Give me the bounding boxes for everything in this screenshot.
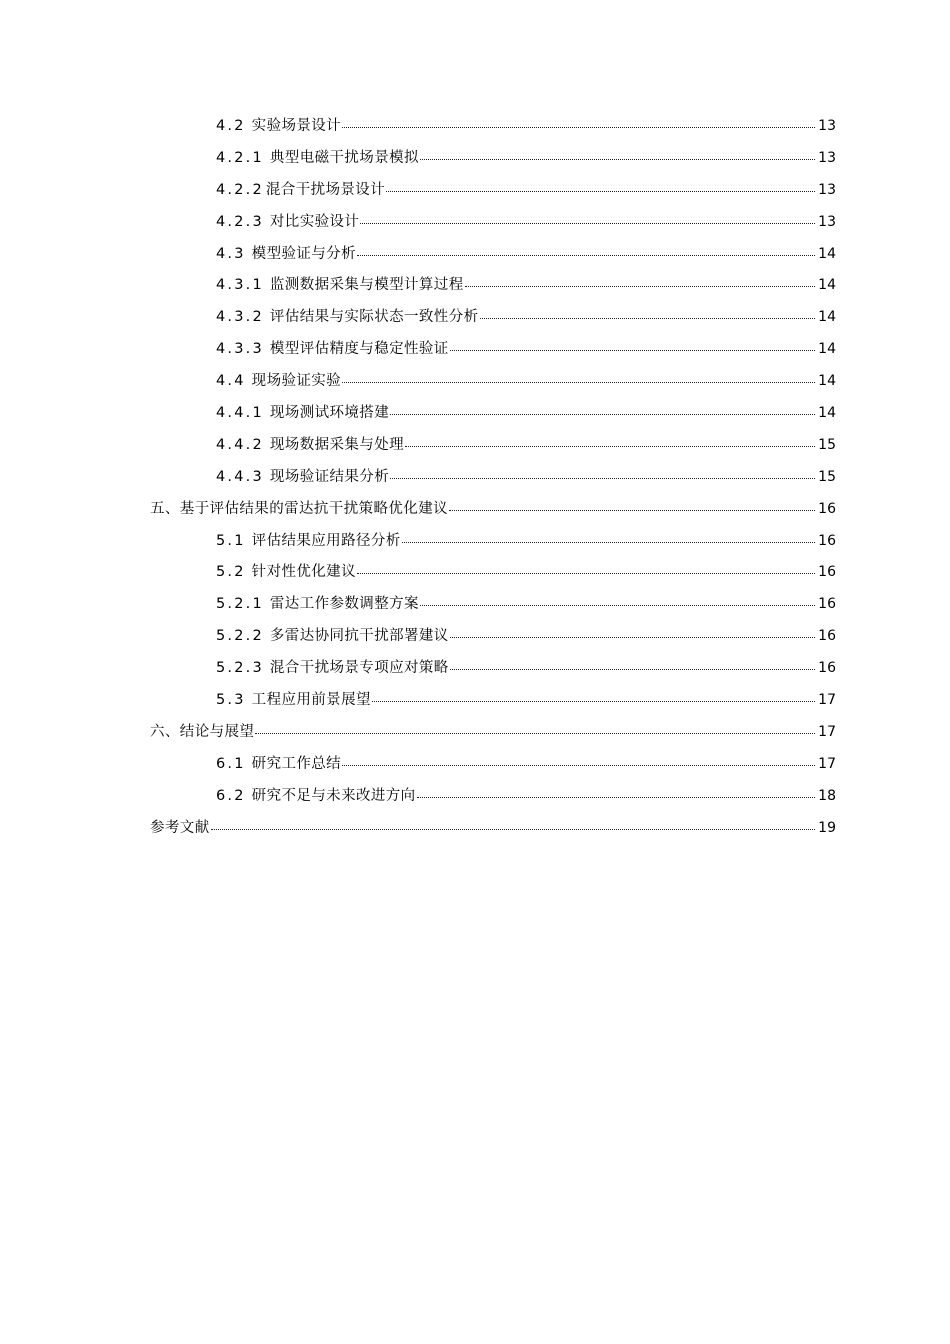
dot-leader xyxy=(390,402,815,417)
toc-entry-page: 13 xyxy=(818,181,836,198)
toc-entry[interactable] xyxy=(150,143,836,175)
toc-entry[interactable] xyxy=(150,239,836,271)
toc-entry-page: 18 xyxy=(818,787,836,804)
toc-entry-page: 19 xyxy=(818,819,836,836)
toc-entry-page: 13 xyxy=(818,118,836,134)
toc-entry-page: 14 xyxy=(818,245,836,262)
dot-leader xyxy=(450,338,815,353)
toc-entry-title: 现场验证实验 xyxy=(251,373,342,390)
toc-entry-page: 14 xyxy=(818,309,836,326)
toc-entry-number: 4.3.3 xyxy=(216,341,264,358)
toc-entry[interactable] xyxy=(150,589,836,621)
dot-leader xyxy=(211,816,816,831)
toc-entry-title: 监测数据采集与模型计算过程 xyxy=(269,277,464,294)
toc-entry-page: 16 xyxy=(818,500,836,517)
toc-entry-title: 混合干扰场景设计 xyxy=(265,181,386,198)
dot-leader xyxy=(342,115,815,130)
toc-entry-page: 13 xyxy=(818,149,836,166)
toc-entry-number: 4.2.1 xyxy=(216,149,264,166)
dot-leader xyxy=(342,370,815,385)
toc-entry-number: 6.1 xyxy=(216,755,246,772)
toc-entry-page: 13 xyxy=(818,213,836,230)
toc-entry-number: 4.4.2 xyxy=(216,436,264,453)
toc-entry-number: 5.2.1 xyxy=(216,596,264,613)
toc-entry-title: 研究不足与未来改进方向 xyxy=(251,787,416,804)
toc-entry-number: 4.4.3 xyxy=(216,468,264,485)
toc-entry-page: 15 xyxy=(818,468,836,485)
dot-leader xyxy=(417,784,816,799)
toc-entry-title: 针对性优化建议 xyxy=(251,564,356,581)
toc-entry-page: 14 xyxy=(818,405,836,422)
toc-entry-number: 4.4 xyxy=(216,373,246,390)
toc-entry-title: 雷达工作参数调整方案 xyxy=(269,596,419,613)
toc-entry-title: 现场数据采集与处理 xyxy=(269,436,405,453)
toc-entry-title: 现场验证结果分析 xyxy=(269,468,390,485)
toc-entry-page: 14 xyxy=(818,373,836,390)
toc-entry-title: 对比实验设计 xyxy=(269,213,360,230)
toc-entry-page: 17 xyxy=(818,755,836,772)
toc-entry-page: 16 xyxy=(818,660,836,677)
toc-entry-number: 4.3 xyxy=(216,245,246,262)
toc-entry-number: 5.3 xyxy=(216,692,246,709)
toc-entry-title: 模型评估精度与稳定性验证 xyxy=(269,341,449,358)
dot-leader xyxy=(357,242,815,257)
toc-entry-title: 多雷达协同抗干扰部署建议 xyxy=(269,628,449,645)
toc-entry[interactable] xyxy=(150,557,836,589)
dot-leader xyxy=(450,625,815,640)
toc-entry-number: 5.1 xyxy=(216,532,246,549)
toc-entry[interactable] xyxy=(150,462,836,494)
dot-leader xyxy=(390,465,815,480)
toc-entry[interactable] xyxy=(150,749,836,781)
dot-leader xyxy=(386,178,815,193)
dot-leader xyxy=(357,561,815,576)
toc-entry-title: 五、基于评估结果的雷达抗干扰策略优化建议 xyxy=(150,500,448,517)
toc-entry-title: 工程应用前景展望 xyxy=(251,692,371,709)
toc-chapter-entry[interactable] xyxy=(150,813,836,845)
toc-entry-title: 研究工作总结 xyxy=(251,755,342,772)
toc-entry[interactable] xyxy=(150,302,836,334)
dot-leader xyxy=(255,720,815,735)
dot-leader xyxy=(360,210,815,225)
dot-leader xyxy=(342,752,815,767)
toc-entry-number: 4.3.2 xyxy=(216,309,264,326)
toc-entry-title: 典型电磁干扰场景模拟 xyxy=(269,149,419,166)
toc-entry[interactable] xyxy=(150,526,836,558)
toc-entry[interactable] xyxy=(150,270,836,302)
toc-entry[interactable] xyxy=(150,653,836,685)
toc-entry[interactable] xyxy=(150,685,836,717)
toc-entry-number: 5.2.3 xyxy=(216,660,264,677)
toc-entry-page: 17 xyxy=(818,692,836,709)
toc-entry-number: 4.4.1 xyxy=(216,405,264,422)
toc-entry-page: 16 xyxy=(818,532,836,549)
toc-entry-page: 16 xyxy=(818,596,836,613)
toc-entry-number: 5.2.2 xyxy=(216,628,264,645)
dot-leader xyxy=(405,433,815,448)
toc-entry-title: 混合干扰场景专项应对策略 xyxy=(269,660,449,677)
toc-entry-page: 16 xyxy=(818,628,836,645)
dot-leader xyxy=(450,657,815,672)
toc-entry[interactable] xyxy=(150,111,836,143)
toc-entry-number: 4.2.2 xyxy=(216,181,264,198)
toc-entry-number: 4.2.3 xyxy=(216,213,264,230)
toc-entry[interactable] xyxy=(150,366,836,398)
toc-entry-title: 实验场景设计 xyxy=(251,118,342,134)
dot-leader xyxy=(449,497,815,512)
toc-entry-page: 14 xyxy=(818,277,836,294)
toc-entry-number: 5.2 xyxy=(216,564,246,581)
toc-chapter-entry[interactable] xyxy=(150,717,836,749)
toc-entry-page: 15 xyxy=(818,436,836,453)
toc-entry-number: 4.3.1 xyxy=(216,277,264,294)
toc-entry[interactable] xyxy=(150,207,836,239)
toc-entry-title: 六、结论与展望 xyxy=(150,723,255,740)
toc-entry-page: 16 xyxy=(818,564,836,581)
dot-leader xyxy=(420,593,815,608)
dot-leader xyxy=(480,306,816,321)
toc-entry[interactable] xyxy=(150,398,836,430)
toc-entry[interactable] xyxy=(150,334,836,366)
toc-entry[interactable] xyxy=(150,781,836,813)
toc-entry-number: 6.2 xyxy=(216,787,246,804)
table-of-contents xyxy=(150,111,836,844)
dot-leader xyxy=(420,146,815,161)
toc-entry-title: 模型验证与分析 xyxy=(251,245,356,262)
dot-leader xyxy=(402,529,816,544)
toc-entry[interactable] xyxy=(150,621,836,653)
toc-entry-title: 现场测试环境搭建 xyxy=(269,405,390,422)
toc-chapter-entry[interactable] xyxy=(150,494,836,526)
toc-entry[interactable] xyxy=(150,175,836,207)
dot-leader xyxy=(372,689,815,704)
dot-leader xyxy=(465,274,816,289)
toc-entry-page: 17 xyxy=(818,723,836,740)
toc-entry-title: 参考文献 xyxy=(150,819,210,836)
toc-entry-title: 评估结果应用路径分析 xyxy=(251,532,401,549)
toc-entry-title: 评估结果与实际状态一致性分析 xyxy=(269,309,479,326)
toc-entry[interactable] xyxy=(150,430,836,462)
toc-entry-number: 4.2 xyxy=(216,118,246,134)
toc-entry-page: 14 xyxy=(818,341,836,358)
